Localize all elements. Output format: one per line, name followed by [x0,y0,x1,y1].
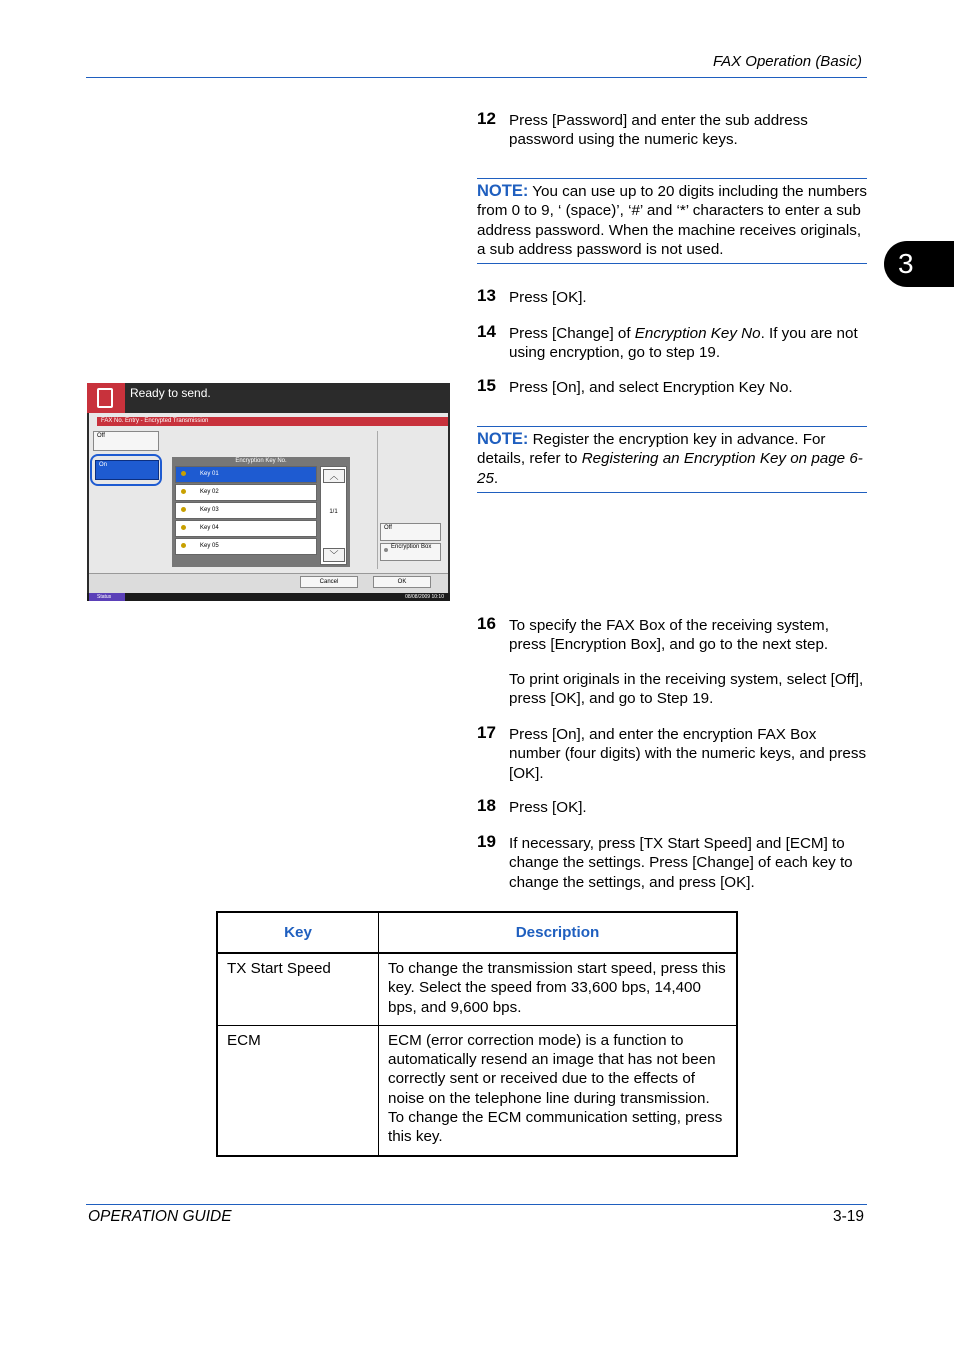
step-text-part: Press [Change] of [509,325,635,342]
note-text: . [493,469,499,487]
ok-button[interactable]: OK [373,576,431,588]
step-number: 15 [477,376,496,395]
step-text: If necessary, press [TX Start Speed] and [ECM] to change the settings. Press [Change] of each key to change the settings, and press [OK]. [509,835,853,891]
key-label: Key 01 [200,471,219,477]
encryption-box-button[interactable] [380,543,441,561]
status-button[interactable]: Status [89,593,125,601]
footer-guide-title: OPERATION GUIDE [88,1208,232,1225]
key-label: Key 04 [200,525,219,531]
step-15 [477,378,869,397]
step-number: 18 [477,796,496,815]
running-header: FAX Operation (Basic) [713,53,862,70]
fax-box-off-button[interactable]: Off [380,523,441,541]
panel-status-message: Ready to send. [130,386,211,400]
panel-footer-bar [87,593,450,601]
table-cell-key: TX Start Speed [217,953,379,1025]
key-list-scroller [320,466,347,565]
step-text-2: To print originals in the receiving system, select [Off], press [OK], and go to Step 19. [509,670,864,707]
step-text: Press [Password] and enter the sub address password using the numeric keys. [509,112,808,149]
chevron-up-icon: ︿ [329,471,339,481]
note-text: Register the encryption key in advance. For details, refer to [477,431,826,468]
encryption-key-list [172,457,350,567]
step-text: Press [On], and select Encryption Key No. [509,379,793,396]
key-row-02[interactable] [175,484,317,501]
table-cell-key: ECM [217,1025,379,1155]
header-rule [86,77,867,78]
step-18 [477,798,869,817]
panel-top-bar [87,383,450,413]
key-label: Key 05 [200,543,219,549]
key-icon [181,507,186,512]
encryption-on-button[interactable]: On [95,460,159,480]
key-row-03[interactable] [175,502,317,519]
key-row-05[interactable] [175,538,317,555]
chapter-tab [884,241,954,287]
scroll-down-button[interactable] [323,548,345,562]
note-text: You can use up to 20 digits including the numbers from 0 to 9, ‘ (space)’, ‘#’ and ‘*’ characters to enter a sub address password. When the machine receives originals, a sub address password is not used. [477,183,867,258]
step-12 [477,111,869,150]
step-number: 19 [477,832,496,851]
key-label: Key 02 [200,489,219,495]
step-19 [477,834,869,892]
note-reference: Registering an Encryption Key on page 6-25 [477,450,863,487]
step-text: Press [On], and enter the encryption FAX Box number (four digits) with the numeric keys, and press [OK]. [509,726,867,782]
scroll-up-button[interactable] [323,469,345,483]
column-header: Description [379,912,738,953]
step-17 [477,725,869,783]
table-cell-description: To change the transmission start speed, press this key. Select the speed from 33,600 bps, 14,400 bps, and 9,600 bps. [379,953,738,1025]
panel-divider [377,431,378,569]
button-label: Encryption Box [391,544,432,550]
chevron-down-icon: ﹀ [329,550,339,560]
step-number: 12 [477,109,496,128]
key-description-table [216,911,738,1157]
screen-title-bar: FAX No. Entry - Encrypted Transmission [97,417,448,426]
cancel-button[interactable]: Cancel [300,576,358,588]
page-indicator: 1/1 [329,509,338,515]
step-number: 14 [477,322,496,341]
key-list-title: Encryption Key No. [235,458,287,464]
table-row [217,1025,737,1155]
step-text [509,324,869,363]
encryption-off-button[interactable]: Off [93,431,159,451]
table-cell-description: ECM (error correction mode) is a function to automatically resend an image that has not been correctly sent or received due to the effects of noise on the telephone line during transmission. To change the ECM communication setting, press this key. [379,1025,738,1155]
chapter-number: 3 [898,248,914,279]
step-text: To specify the FAX Box of the receiving system, press [Encryption Box], and go to the next step. [509,617,829,654]
step-14 [477,324,869,363]
radio-dot-icon [384,548,388,552]
step-13 [477,288,869,307]
step-number: 17 [477,723,496,742]
footer-rule [86,1204,867,1205]
note-label: NOTE: [477,430,529,448]
key-row-01[interactable] [175,466,317,483]
table-header-row [217,912,737,953]
panel-datetime: 08/08/2009 10:10 [405,594,444,600]
step-16 [477,616,869,708]
key-label: Key 03 [200,507,219,513]
note-box [477,178,867,264]
panel-body [89,413,448,593]
key-icon [181,471,186,476]
note-box [477,426,867,493]
key-row-04[interactable] [175,520,317,537]
note-label: NOTE: [477,182,529,200]
step-number: 13 [477,286,496,305]
table-row [217,953,737,1025]
step-text: Press [OK]. [509,289,587,306]
key-icon [181,489,186,494]
step-text-part: . If you are not using encryption, go to step 19. [509,325,858,362]
operation-panel-screenshot [87,383,450,601]
key-icon [181,543,186,548]
step-text: Press [OK]. [509,799,587,816]
column-header: Key [217,912,379,953]
step-text-emphasis: Encryption Key No [634,325,761,342]
key-icon [181,525,186,530]
step-number: 16 [477,614,496,633]
page-number: 3-19 [832,1208,864,1225]
fax-send-icon [87,383,125,413]
